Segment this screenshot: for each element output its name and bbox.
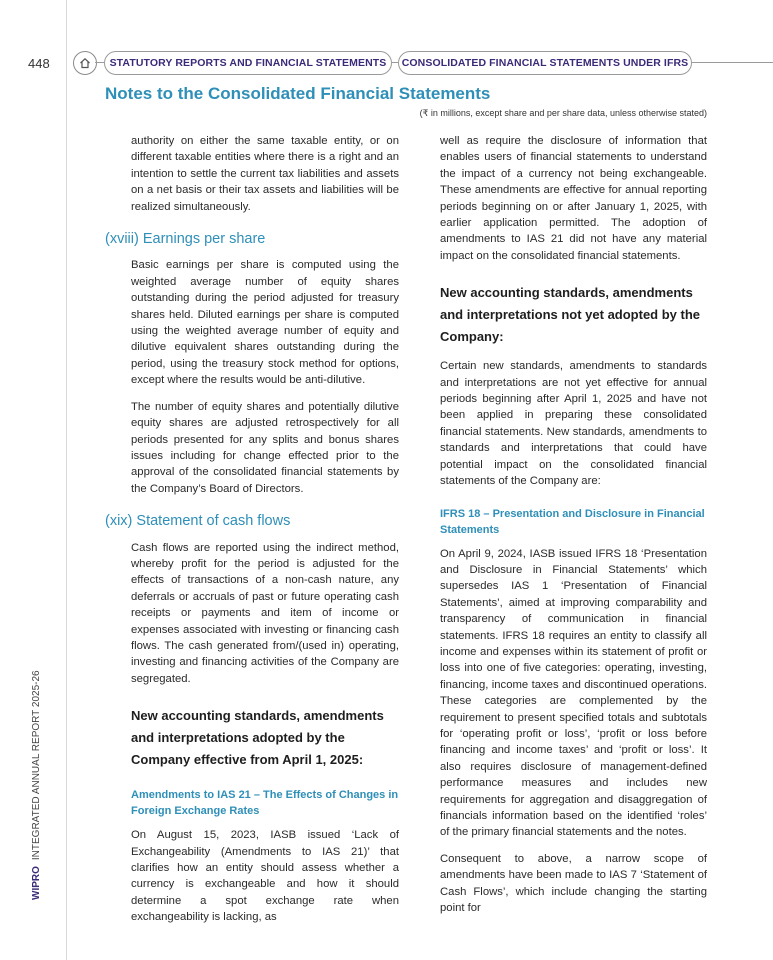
continued-paragraph: well as require the disclosure of information that enables users of financial statements to understand the impact of a currency not being exchangeable. These amendments are effective for annual reporting periods beginning on or after January 1, 2025, with earlier application permitted. The adoption of amendments to IAS 21 did not have any material impact on the consolidated financial statements. — [440, 135, 707, 262]
home-button[interactable] — [73, 51, 97, 75]
tab-connector — [95, 62, 104, 63]
eps-heading: (xviii) Earnings per share — [105, 231, 266, 248]
units-note: (₹ in millions, except share and per share data, unless otherwise stated) — [419, 108, 707, 118]
tab-connector — [692, 62, 773, 63]
report-title: INTEGRATED ANNUAL REPORT 2025-26 — [31, 670, 42, 861]
cash-flow-paragraph: Cash flows are reported using the indirect method, whereby profit for the period is adjusted for the effects of transactions of a non-cash nature, any deferrals or accruals of past or future operating cash receipts or payments and item of income or expenses associated with investing or financing cash flows. The cash generated from/(used in) operating, investing and financing activities of the Company are segregated. — [131, 541, 399, 685]
page-number: 448 — [28, 56, 50, 71]
cash-flow-heading: (xix) Statement of cash flows — [105, 513, 291, 530]
home-icon — [79, 57, 91, 69]
ifrs18-paragraph-1: On April 9, 2024, IASB issued IFRS 18 ‘Presentation and Disclosure in Financial Statements’ which supersedes IAS 1 ‘Presentation of Financial Statements’, aimed at improving comparability and transparency of communication in financial statements. IFRS 18 requires an entity to classify all income and expenses within its statement of profit or loss into one of five categories: operating, investing, financing, income taxes and discontinued operations. These categories are complemented by the requirement to present specified totals and subtotals for ‘operating profit or loss’, ‘profit or loss before financing and income taxes’ and ‘profit or loss’. It also requires disclosure of management-defined performance measures and includes new requirements for aggregation and disaggregation of financials information based on the identified ‘roles’ of the primary financial statements and the notes. — [440, 547, 707, 839]
eps-paragraph-1: Basic earnings per share is computed using the weighted average number of equity shares outstanding during the period adjusted for treasury shares held. Diluted earnings per share is computed using the weighted average number of equity and dilutive equivalent shares outstanding during the period, using the treasury stock method for options, except where the results would be anti-dilutive. — [131, 259, 399, 387]
right-column — [440, 133, 707, 926]
side-rule — [66, 0, 67, 960]
page-title: Notes to the Consolidated Financial Statements — [105, 84, 491, 103]
not-yet-adopted-paragraph: Certain new standards, amendments to standards and interpretations are not yet effective for annual periods beginning after April 1, 2025 and have not been applied in preparing these consolidated financial statements. New standards, amendments to standards and interpretations that could have potential impact on the consolidated financial statements of the Company are: — [440, 360, 707, 488]
ifrs18-heading: IFRS 18 – Presentation and Disclosure in Financial Statements — [440, 507, 705, 536]
ias21-paragraph: On August 15, 2023, IASB issued ‘Lack of Exchangeability (Amendments to IAS 21)’ that clarifies how an entity should assess whether a currency is exchangeable and how it should determine a spot exchange rate when exchangeability is lacking, as — [131, 829, 399, 924]
adopted-standards-heading: New accounting standards, amendments and interpretations adopted by the Company effective from April 1, 2025: — [131, 708, 384, 768]
eps-paragraph-2: The number of equity shares and potentially dilutive equity shares are adjusted retrospectively for all periods presented for any splits and bonus shares issues including for change effected prior to the approval of the consolidated financial statements by the Company’s Board of Directors. — [131, 400, 399, 495]
tab-statutory-reports[interactable]: STATUTORY REPORTS AND FINANCIAL STATEMENTS — [104, 51, 392, 75]
left-column — [105, 133, 399, 936]
ias21-heading: Amendments to IAS 21 – The Effects of Changes in Foreign Exchange Rates — [131, 789, 399, 818]
ifrs18-paragraph-2: Consequent to above, a narrow scope of amendments have been made to IAS 7 ‘Statement of Cash Flows’, which include changing the starting point for — [440, 852, 707, 915]
tab-consolidated-ifrs[interactable]: CONSOLIDATED FINANCIAL STATEMENTS UNDER IFRS — [398, 51, 692, 75]
brand-logo-text: WIPRO — [31, 866, 42, 900]
intro-paragraph: authority on either the same taxable entity, or on different taxable entities where there is a right and an intention to settle the current tax liabilities and assets on a net basis or their tax assets and liabilities will be realized simultaneously. — [131, 135, 399, 213]
not-yet-adopted-heading: New accounting standards, amendments and interpretations not yet adopted by the Company: — [440, 285, 701, 345]
side-report-label — [31, 670, 42, 900]
